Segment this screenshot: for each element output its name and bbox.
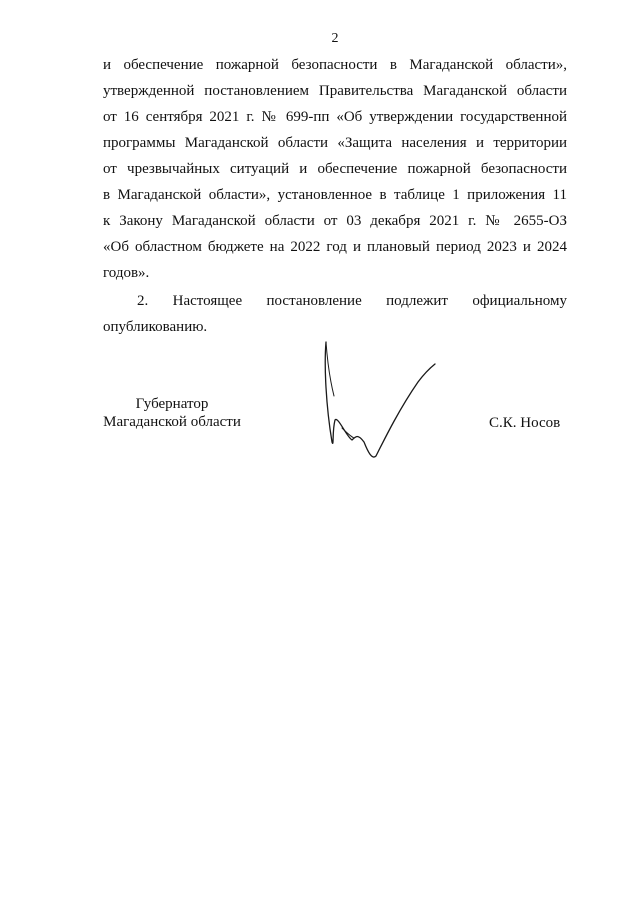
page-number: 2 (331, 31, 339, 46)
paragraph-1-line-8: «Об областном бюджете на 2022 год и плановый период 2023 и 2024 (103, 239, 567, 255)
paragraph-1-line-7: к Закону Магаданской области от 03 декабря 2021 г. № 2655-ОЗ (103, 213, 567, 229)
paragraph-1-line-4: программы Магаданской области «Защита населения и территории (103, 135, 567, 151)
paragraph-1-line-2: утвержденной постановлением Правительства Магаданской области (103, 83, 567, 99)
signatory-title-line-1: Губернатор (135, 396, 209, 412)
paragraph-2-line-2: опубликованию. (103, 319, 208, 335)
paragraph-1-line-9: годов». (103, 265, 150, 281)
paragraph-1-line-5: от чрезвычайных ситуаций и обеспечение пожарной безопасности (103, 161, 567, 177)
paragraph-1-line-1: и обеспечение пожарной безопасности в Магаданской области», (103, 57, 567, 73)
paragraph-2-line-1: 2. Настоящее постановление подлежит официальному (137, 293, 567, 309)
signatory-name: С.К. Носов (489, 415, 561, 431)
signatory-title-line-2: Магаданской области (103, 414, 241, 430)
paragraph-1-line-3: от 16 сентября 2021 г. № 699-пп «Об утверждении государственной (103, 109, 567, 125)
handwritten-signature (312, 336, 442, 466)
paragraph-1-line-6: в Магаданской области», установленное в таблице 1 приложения 11 (103, 187, 567, 203)
